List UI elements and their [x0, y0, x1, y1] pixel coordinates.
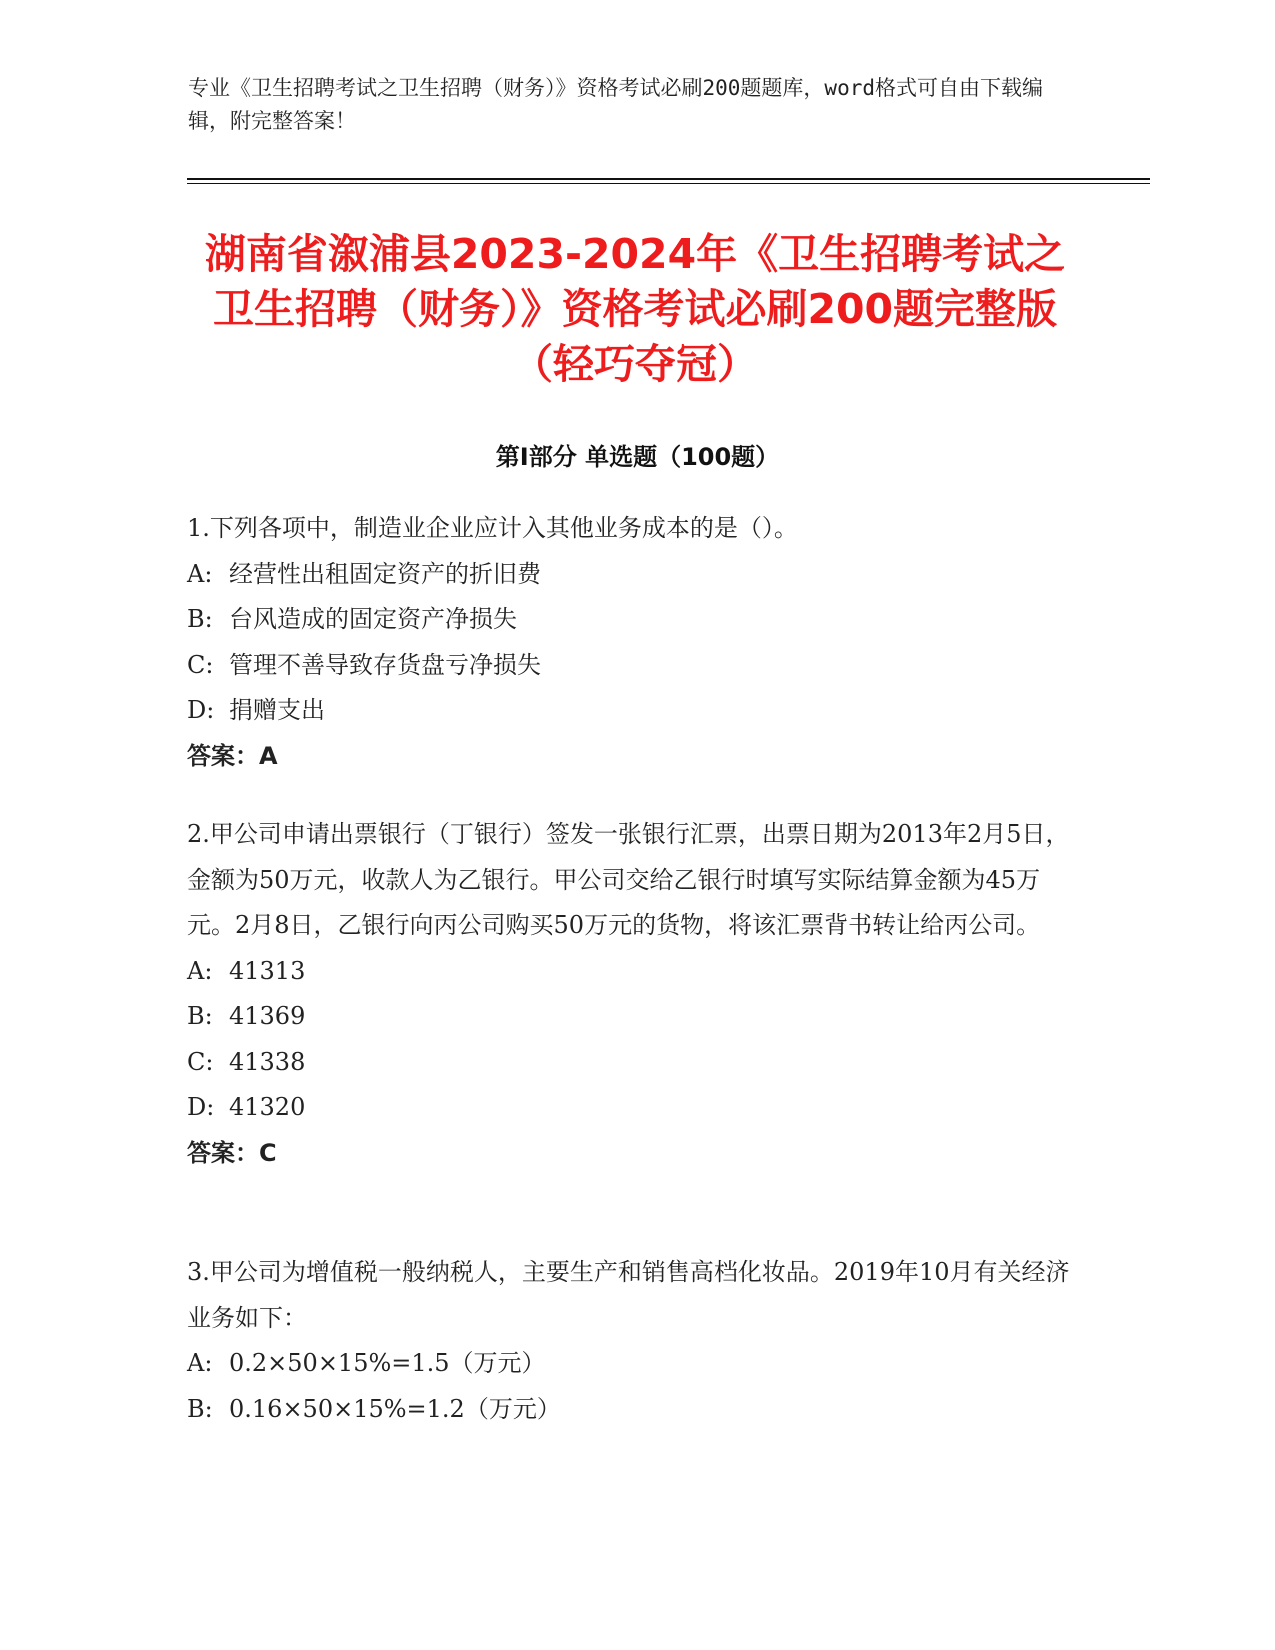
question-stem: 3.甲公司为增值税一般纳税人，主要生产和销售高档化妆品。2019年10月有关经济业务如下：: [187, 1258, 1070, 1332]
option-label: B:: [187, 605, 213, 633]
option-label: A:: [187, 956, 213, 985]
question-stem: 1.下列各项中，制造业企业应计入其他业务成本的是（）。: [187, 514, 798, 542]
option-a: [187, 949, 1087, 995]
option-b: [187, 1387, 1087, 1433]
option-a: [187, 552, 1087, 598]
answer: 答案：A: [187, 741, 278, 770]
option-text: 41320: [229, 1093, 306, 1121]
option-text: 台风造成的固定资产净损失: [229, 605, 517, 633]
option-label: D:: [187, 696, 215, 724]
option-d: [187, 1085, 1087, 1131]
option-text: 捐赠支出: [229, 696, 325, 724]
option-b: [187, 597, 1087, 643]
option-text: 41338: [229, 1047, 306, 1076]
option-label: A:: [187, 559, 213, 588]
section-heading: 第Ⅰ部分 单选题（100题）: [495, 443, 780, 471]
question-1: [187, 506, 1087, 779]
header-rule-thick: [187, 178, 1150, 180]
option-text: 0.16×50×15%=1.2（万元）: [229, 1394, 561, 1423]
question-stem: 2.甲公司申请出票银行（丁银行）签发一张银行汇票，出票日期为2013年2月5日，金额为50万元，收款人为乙银行。甲公司交给乙银行时填写实际结算金额为45万元。2月8日，乙银行向丙公司购买50万元的货物，将该汇票背书转让给丙公司。: [187, 820, 1070, 939]
option-label: B:: [187, 1002, 213, 1030]
option-a: [187, 1341, 1087, 1387]
option-b: [187, 994, 1087, 1040]
option-c: [187, 643, 1087, 689]
option-text: 41369: [229, 1002, 306, 1030]
answer: 答案：C: [187, 1138, 277, 1167]
option-c: [187, 1040, 1087, 1086]
option-text: 管理不善导致存货盘亏净损失: [229, 650, 541, 679]
option-text: 经营性出租固定资产的折旧费: [229, 559, 541, 588]
header-rule-thin: [187, 183, 1150, 184]
question-3: [187, 1250, 1087, 1432]
intro-text: 专业《卫生招聘考试之卫生招聘（财务）》资格考试必刷200题题库，word格式可自由下载编辑，附完整答案！: [188, 76, 1043, 133]
option-label: B:: [187, 1394, 213, 1423]
option-label: C:: [187, 650, 214, 679]
document-title: 湖南省溆浦县2023-2024年《卫生招聘考试之卫生招聘（财务）》资格考试必刷200题完整版（轻巧夺冠）: [204, 230, 1066, 388]
option-label: D:: [187, 1093, 215, 1121]
option-label: C:: [187, 1047, 214, 1076]
option-text: 0.2×50×15%=1.5（万元）: [229, 1349, 546, 1377]
option-d: [187, 688, 1087, 734]
question-2: [187, 812, 1087, 1176]
option-label: A:: [187, 1349, 213, 1377]
option-text: 41313: [229, 956, 306, 985]
